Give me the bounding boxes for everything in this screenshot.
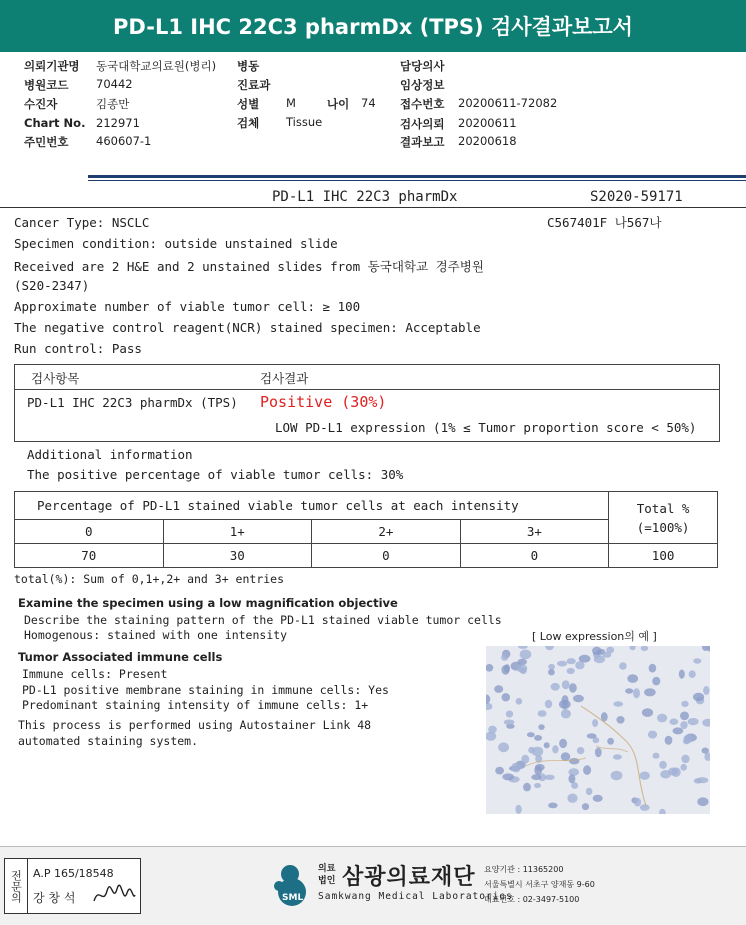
level-1plus: 1+ [163, 520, 312, 544]
sex-label: 성별 [237, 97, 260, 111]
value-0: 70 [15, 544, 164, 568]
cell-nucleus [538, 724, 544, 730]
cell-nucleus [501, 654, 508, 661]
cell-nucleus [544, 742, 550, 748]
cell-nucleus [494, 685, 503, 693]
cell-nucleus [659, 761, 667, 769]
cell-nucleus [693, 658, 701, 663]
cell-nucleus [521, 755, 529, 764]
intensity-table-header: Percentage of PD-L1 stained viable tumor cells at each intensity [15, 492, 609, 520]
level-2plus: 2+ [312, 520, 461, 544]
ward-label: 병동 [237, 59, 260, 73]
cell-nucleus [634, 798, 641, 807]
report-banner [0, 0, 746, 52]
result-col-item-header: 검사항목 [31, 371, 80, 386]
immune-line-1: Immune cells: Present [22, 667, 168, 681]
cell-nucleus [683, 735, 692, 744]
total-header [609, 492, 718, 544]
cell-nucleus [665, 736, 673, 745]
report-title: PD-L1 IHC 22C3 pharmDx (TPS) 검사결과보고서 [113, 15, 633, 39]
cell-nucleus [548, 664, 555, 670]
cell-nucleus [640, 772, 650, 780]
cell-nucleus [535, 764, 545, 771]
cell-nucleus [680, 712, 689, 721]
result-box-divider [15, 389, 719, 390]
cell-nucleus [592, 719, 598, 727]
cell-nucleus [649, 664, 657, 673]
cell-nucleus [548, 669, 555, 675]
org-prefix-1: 의료 [318, 864, 336, 874]
hospital-label: 의뢰기관명 [24, 59, 80, 73]
cell-nucleus [561, 752, 570, 761]
cell-nucleus [689, 670, 696, 678]
org-phone: 대표번호 : 02-3497-5100 [484, 895, 580, 904]
cell-nucleus [688, 718, 699, 725]
run-control: Run control: Pass [14, 341, 142, 356]
title-rule [0, 207, 746, 208]
cell-nucleus [531, 774, 541, 780]
patient-label: 수진자 [24, 97, 58, 111]
cell-nucleus [551, 683, 560, 691]
cell-nucleus [697, 777, 709, 783]
cell-nucleus [559, 739, 567, 748]
cell-nucleus [573, 695, 584, 702]
cell-nucleus [648, 731, 657, 739]
test-title: PD-L1 IHC 22C3 pharmDx [272, 189, 458, 205]
doctor-label: 담당의사 [400, 59, 445, 73]
cell-nucleus [595, 748, 602, 758]
reference-number: (S20-2347) [14, 278, 90, 293]
microscopy-svg [486, 646, 710, 814]
cell-nucleus [681, 764, 687, 771]
cell-nucleus [569, 758, 579, 764]
cell-nucleus [488, 726, 497, 734]
total-header-line2: (=100%) [636, 519, 690, 535]
viable-tumor-count: Approximate number of viable tumor cell: ≥ 100 [14, 299, 361, 314]
hospital-code-value: 70442 [96, 77, 133, 91]
patient-value: 김종만 [96, 97, 130, 111]
header-divider-thin [88, 180, 746, 181]
cell-nucleus [583, 765, 591, 775]
level-0: 0 [15, 520, 164, 544]
cancer-type: Cancer Type: NSCLC [14, 215, 150, 230]
report-date-value: 20200618 [458, 134, 517, 148]
received-slides: Received are 2 H&E and 2 unstained slides from 동국대학교 경주병원 [14, 259, 484, 274]
total-header-line1: Total % [636, 500, 690, 516]
cell-nucleus [538, 710, 547, 717]
doctor-license: A.P 165/18548 [33, 867, 114, 880]
value-3plus: 0 [460, 544, 609, 568]
cell-nucleus [697, 797, 708, 806]
org-english-name: Samkwang Medical Laboratories [318, 891, 513, 902]
cell-nucleus [652, 677, 660, 686]
ncr-status: The negative control reagent(NCR) stained specimen: Acceptable [14, 320, 481, 335]
cell-nucleus [552, 745, 558, 753]
cell-nucleus [577, 747, 585, 754]
cell-nucleus [568, 774, 575, 783]
cell-nucleus [567, 794, 577, 803]
examine-line-1: Describe the staining pattern of the PD-L1 stained viable tumor cells [24, 613, 502, 627]
header-divider [88, 175, 746, 178]
cell-nucleus [603, 652, 612, 658]
chart-no-label: Chart No. [24, 116, 86, 130]
doctor-name: 강 창 석 [33, 891, 76, 905]
cell-nucleus [670, 719, 679, 725]
sample-number: S2020-59171 [590, 189, 683, 205]
cell-nucleus [548, 803, 558, 809]
cell-nucleus [502, 693, 511, 701]
cell-nucleus [534, 783, 541, 788]
dept-label: 진료과 [237, 78, 271, 92]
cell-nucleus [504, 664, 510, 673]
cell-nucleus [673, 727, 684, 734]
cell-nucleus [545, 775, 555, 780]
cell-nucleus [527, 732, 535, 737]
cell-nucleus [517, 664, 528, 672]
hospital-value: 동국대학교의료원(병리) [96, 59, 217, 73]
sml-logo-text: SML [282, 893, 304, 903]
cell-nucleus [515, 805, 521, 814]
result-box [14, 364, 720, 442]
cell-nucleus [582, 803, 589, 810]
value-1plus: 30 [163, 544, 312, 568]
result-value: Positive (30%) [260, 393, 387, 411]
hospital-code-label: 병원코드 [24, 78, 69, 92]
cell-nucleus [511, 763, 521, 773]
microscopy-image [486, 646, 710, 814]
cell-nucleus [625, 688, 633, 693]
resident-no-label: 주민번호 [24, 135, 69, 149]
sex-value: M [286, 96, 296, 110]
result-col-result-header: 검사결과 [260, 371, 309, 386]
result-item: PD-L1 IHC 22C3 pharmDx (TPS) [27, 395, 238, 410]
additional-info-title: Additional information [27, 447, 193, 462]
cell-nucleus [502, 773, 514, 780]
cell-nucleus [702, 748, 709, 754]
report-date-label: 결과보고 [400, 135, 445, 149]
cell-nucleus [611, 771, 623, 780]
cell-nucleus [523, 783, 531, 792]
specimen-value: Tissue [286, 115, 323, 129]
cell-nucleus [498, 742, 509, 752]
cell-nucleus [644, 688, 656, 696]
cell-nucleus [586, 788, 593, 795]
level-3plus: 3+ [460, 520, 609, 544]
org-prefix-2: 법인 [318, 876, 336, 886]
request-date-value: 20200611 [458, 116, 517, 130]
org-address: 서울특별시 서초구 양재동 9-60 [484, 880, 595, 889]
clinical-info-label: 임상정보 [400, 78, 445, 92]
cell-nucleus [567, 668, 575, 674]
cell-nucleus [568, 768, 579, 776]
specimen-condition: Specimen condition: outside unstained slide [14, 236, 338, 251]
cell-nucleus [679, 670, 685, 679]
additional-info-text: The positive percentage of viable tumor cells: 30% [27, 467, 404, 482]
signature-box [4, 858, 141, 914]
cell-nucleus [657, 714, 667, 723]
examine-line-2: Homogenous: stained with one intensity [24, 628, 288, 642]
signature-icon [91, 881, 137, 909]
cell-nucleus [504, 720, 515, 725]
age-value: 74 [361, 96, 376, 110]
cell-nucleus [613, 754, 622, 759]
examine-title: Examine the specimen using a low magnification objective [18, 596, 398, 610]
immune-title: Tumor Associated immune cells [18, 650, 223, 664]
table-note: total(%): Sum of 0,1+,2+ and 3+ entries [14, 572, 285, 586]
cell-nucleus [561, 709, 571, 718]
cell-nucleus [660, 770, 671, 778]
process-line-1: This process is performed using Autostainer Link 48 [18, 718, 372, 732]
result-interpretation: LOW PD-L1 expression (1% ≤ Tumor proportion score < 50%) [275, 420, 697, 435]
cell-nucleus [607, 738, 614, 745]
intensity-table [14, 491, 718, 568]
cell-nucleus [516, 698, 523, 705]
cell-nucleus [562, 680, 570, 689]
cell-nucleus [616, 716, 624, 724]
cell-nucleus [681, 701, 688, 707]
specialist-tag: 전문의 [5, 859, 28, 913]
value-total: 100 [609, 544, 718, 568]
specimen-label: 검체 [237, 116, 260, 130]
cell-nucleus [693, 693, 704, 701]
cell-nucleus [593, 795, 603, 802]
cell-nucleus [613, 701, 623, 706]
cell-nucleus [520, 650, 532, 660]
cell-nucleus [587, 733, 597, 738]
chart-no-value: 212971 [96, 116, 140, 130]
cell-nucleus [575, 661, 584, 669]
cell-nucleus [557, 661, 567, 667]
image-caption: [ Low expression의 예 ] [532, 630, 657, 643]
cell-nucleus [569, 683, 577, 693]
value-2plus: 0 [312, 544, 461, 568]
cell-nucleus [633, 688, 640, 698]
accession-value: 20200611-72082 [458, 96, 558, 110]
block-code: C567401F 나567나 [547, 215, 662, 230]
cell-nucleus [681, 755, 689, 764]
cell-nucleus [559, 700, 571, 709]
cell-nucleus [619, 662, 627, 669]
cell-nucleus [567, 658, 576, 664]
immune-line-3: Predominant staining intensity of immune cells: 1+ [22, 698, 369, 712]
immune-line-2: PD-L1 positive membrane staining in immune cells: Yes [22, 683, 389, 697]
org-name: 삼광의료재단 [342, 865, 476, 890]
cell-nucleus [680, 721, 687, 729]
cell-nucleus [495, 767, 504, 775]
cell-nucleus [592, 647, 601, 656]
age-label: 나이 [327, 97, 350, 111]
resident-no-value: 460607-1 [96, 134, 152, 148]
cell-nucleus [528, 747, 535, 754]
cell-nucleus [703, 686, 709, 695]
process-line-2: automated staining system. [18, 734, 199, 748]
cell-nucleus [640, 804, 650, 811]
org-institution-code: 요양기관 : 11365200 [484, 865, 564, 874]
request-date-label: 검사의뢰 [400, 117, 445, 131]
accession-label: 접수번호 [400, 97, 445, 111]
cell-nucleus [627, 674, 638, 683]
cell-nucleus [545, 700, 552, 709]
cell-nucleus [506, 711, 513, 718]
cell-nucleus [653, 753, 660, 759]
cell-nucleus [534, 735, 542, 741]
cell-nucleus [642, 708, 653, 717]
